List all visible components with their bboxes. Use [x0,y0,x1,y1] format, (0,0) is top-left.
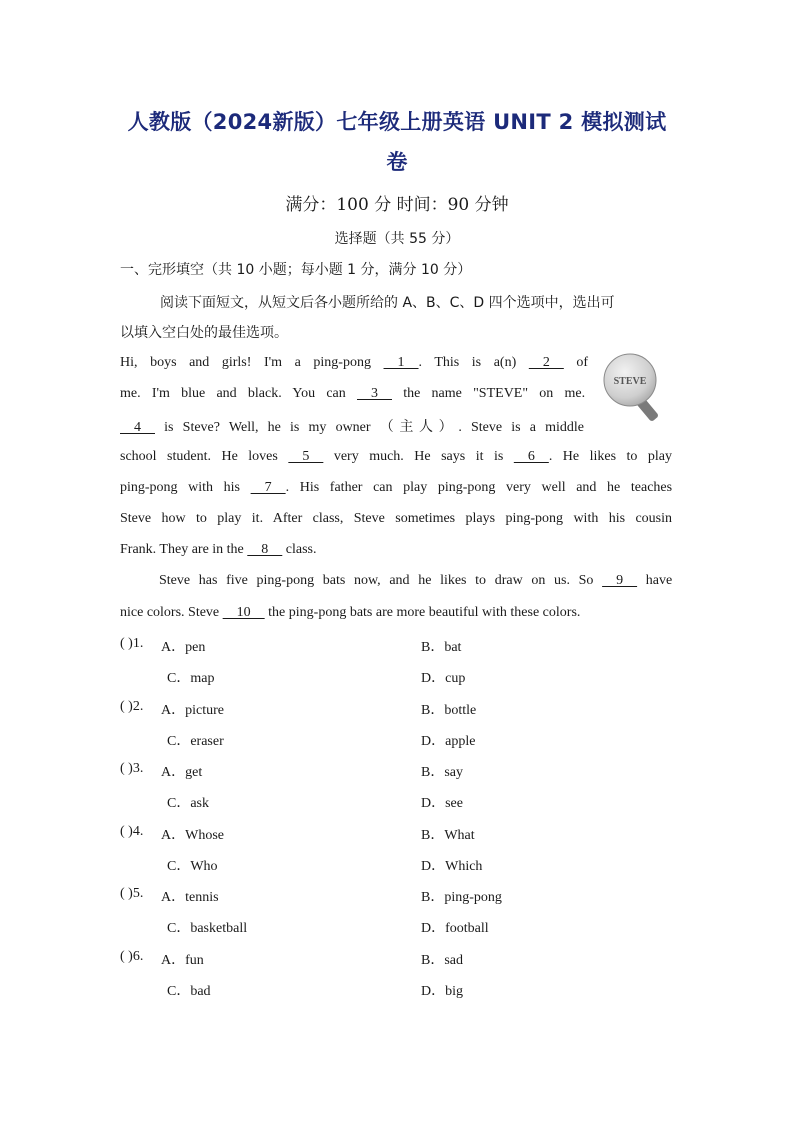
passage-word: in [212,542,224,557]
passage-word: girls! [221,355,252,370]
passage-word: with [482,605,507,620]
cloze-blank-5[interactable]: 5 [288,449,324,464]
passage-word: student. [167,449,211,464]
passage-word: it. [251,511,264,526]
passage-word: and [389,573,410,588]
cloze-blank-2[interactable]: 2 [528,355,564,370]
passage-word: Steve [159,573,191,588]
passage-word: and [189,355,210,370]
passage-word: class. [285,542,317,557]
passage-word: have [645,573,673,588]
passage-word: black. [247,386,282,401]
option-a[interactable]: A．pen [161,640,206,655]
passage-word: me. [564,386,586,401]
passage-word: blue [181,386,206,401]
passage-word: a(n) [493,355,517,370]
cloze-blank-8[interactable]: 8 [247,542,283,557]
passage-word: bats [322,573,346,588]
passage-word: me. [120,386,141,401]
passage-word: he [607,480,621,495]
question-number[interactable]: ( )6. [120,949,144,964]
passage-word: with [188,480,214,495]
option-c[interactable]: C．bad [167,984,211,999]
cloze-blank-3[interactable]: 3 [357,386,392,401]
paddle-logo-text: STEVE [613,376,647,387]
option-b[interactable]: B．bottle [421,702,477,718]
passage-word: . [548,449,553,464]
passage-word: is [164,420,174,435]
passage-word: play [217,511,242,526]
passage-word: on [539,386,554,401]
passage-word: how [161,511,186,526]
passage-line-9 [120,605,580,621]
passage-word: says [441,449,466,464]
cloze-blank-10[interactable]: 10 [222,605,265,620]
passage-word: and [576,480,597,495]
passage-word: likes [589,449,617,464]
passage-word: is [493,449,504,464]
score-time-line: 满分：100 分 时间：90 分钟 [285,195,509,215]
option-d[interactable]: D．football [421,921,489,937]
passage-word: school [120,449,157,464]
passage-word: sometimes [395,511,456,526]
passage-word: of [576,355,589,370]
passage-word: these [510,605,540,620]
option-a[interactable]: A．get [161,765,203,781]
passage-line-4 [120,449,672,465]
passage-word: name [431,386,462,401]
ping-pong-paddle-icon [602,352,664,424]
option-b[interactable]: B．say [421,765,463,781]
section-heading: 一、完形填空（共 10 小题；每小题 1 分，满分 10 分） [120,262,472,278]
passage-word: ping-pong [120,480,178,495]
passage-word: ping-pong [256,573,315,588]
passage-word: Steve? [182,420,220,435]
passage-word: the [403,386,421,401]
option-c[interactable]: C．ask [167,796,209,812]
cloze-blank-9[interactable]: 9 [602,573,638,588]
passage-word: ping-pong [437,480,496,495]
passage-word: us. [554,573,570,588]
passage-word: ping-pong [313,355,371,370]
passage-word: teaches [630,480,673,495]
document-title: 人教版（2024新版）七年级上册英语 UNIT 2 模拟测试 [127,110,667,134]
passage-word: boys [150,355,177,370]
passage-word: nice [120,605,144,620]
option-d[interactable]: D．big [421,984,463,999]
passage-word: he [267,420,281,435]
passage-word: ping-pong [505,511,564,526]
passage-word: his [608,511,626,526]
option-d[interactable]: D．apple [421,733,476,749]
passage-word: bats [349,605,373,620]
passage-word: Frank. [120,542,157,557]
passage-line-3 [120,416,584,436]
passage-word: （主人） [379,420,459,435]
passage-word: are [375,605,393,620]
passage-word: he [418,573,432,588]
passage-word: more [396,605,426,620]
cloze-blank-1[interactable]: 1 [383,355,419,370]
passage-word: very [333,449,359,464]
passage-word: Steve [120,511,152,526]
passage-word: on [531,573,546,588]
passage-word: You [292,386,316,401]
passage-word: He [221,449,238,464]
passage-line-8 [159,573,672,589]
passage-word: This [434,355,460,370]
passage-word: the [268,605,286,620]
option-d[interactable]: D．Which [421,858,483,874]
question-number[interactable]: ( )4. [120,823,144,839]
passage-word: play [647,449,673,464]
option-c[interactable]: C．basketball [167,921,248,937]
passage-word: "STEVE" [473,386,529,401]
passage-word: beautiful [428,605,479,620]
passage-word: middle [545,420,585,435]
option-b[interactable]: B．What [421,827,475,843]
option-c[interactable]: C．eraser [167,733,224,749]
option-a[interactable]: A．fun [161,953,204,968]
passage-word: with [573,511,599,526]
passage-word: to [196,511,207,526]
passage-word: very [506,480,531,495]
passage-word: Hi, [120,355,138,370]
passage-word: is [511,420,521,435]
passage-word: it [475,449,484,464]
passage-word: I'm [263,355,283,370]
passage-word: Steve [188,605,220,620]
passage-word: . [418,355,423,370]
passage-word: His [299,480,320,495]
option-d[interactable]: D．see [421,796,463,812]
passage-word: After [272,511,303,526]
part-heading: 选择题（共 55 分） [334,231,460,247]
passage-word: is [290,420,300,435]
option-a[interactable]: A．tennis [161,890,219,906]
passage-word: colors. [146,605,185,620]
passage-word: Steve [471,420,503,435]
question-number[interactable]: ( )2. [120,698,144,714]
passage-word: to [626,449,638,464]
passage-word: a [529,420,536,435]
passage-word: now, [353,573,381,588]
instruction-line-1: 阅读下面短文，从短文后各小题所给的 A、B、C、D 四个选项中，选出可 [160,295,615,311]
passage-word: . [285,480,290,495]
passage-word: the [226,542,244,557]
passage-word: loves [248,449,278,464]
passage-word: is [471,355,482,370]
passage-word: Steve [353,511,385,526]
cloze-blank-4[interactable]: 4 [120,420,155,435]
passage-word: a [294,355,301,370]
cloze-blank-6[interactable]: 6 [513,449,549,464]
passage-word: five [226,573,248,588]
passage-word: much. [369,449,404,464]
passage-word: his [223,480,241,495]
option-c[interactable]: C．map [167,671,215,686]
passage-line-7 [120,542,317,558]
passage-word: Well, [228,420,259,435]
question-number[interactable]: ( )1. [120,636,144,651]
passage-line-5 [120,480,672,496]
passage-word: draw [494,573,523,588]
question-number[interactable]: ( )3. [120,761,144,777]
option-c[interactable]: C．Who [167,858,218,874]
passage-word: father [329,480,363,495]
passage-word: . [458,420,462,435]
passage-word: can [373,480,393,495]
passage-word: to [475,573,487,588]
passage-word: ping-pong [288,605,347,620]
option-b[interactable]: B．bat [421,640,462,655]
passage-word: and [216,386,237,401]
passage-word: has [198,573,218,588]
option-b[interactable]: B．sad [421,953,463,968]
passage-line-2 [120,386,585,402]
passage-word: can [326,386,346,401]
passage-line-1 [120,355,588,371]
passage-word: They [159,542,189,557]
passage-word: cousin [635,511,673,526]
passage-word: plays [465,511,496,526]
passage-word: He [414,449,431,464]
passage-word: I'm [151,386,170,401]
option-a[interactable]: A．picture [161,702,224,718]
passage-word: play [403,480,428,495]
instruction-line-2: 以填入空白处的最佳选项。 [120,325,288,341]
passage-line-6 [120,511,672,527]
passage-word: owner [335,420,371,435]
passage-word: well [541,480,566,495]
question-number[interactable]: ( )5. [120,886,144,902]
passage-word: colors. [542,605,581,620]
option-b[interactable]: B．ping-pong [421,890,502,906]
cloze-blank-7[interactable]: 7 [250,480,286,495]
passage-word: So [578,573,594,588]
option-a[interactable]: A．Whose [161,827,224,843]
passage-word: likes [440,573,467,588]
passage-word: my [308,420,327,435]
option-d[interactable]: D．cup [421,671,466,686]
passage-word: He [562,449,580,464]
document-title-continued: 卷 [386,150,408,174]
passage-word: are [191,542,209,557]
passage-word: class, [312,511,344,526]
